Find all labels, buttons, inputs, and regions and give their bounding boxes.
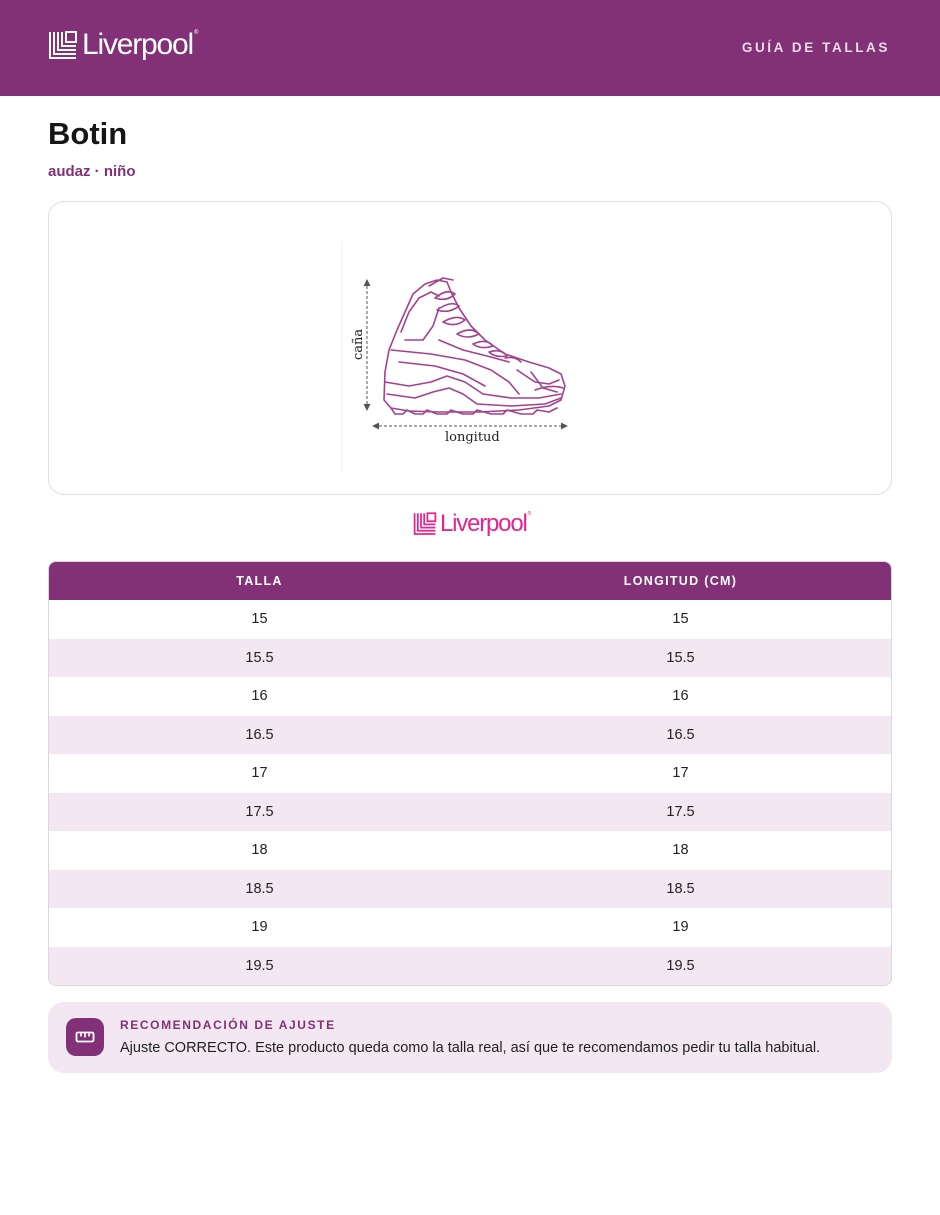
table-row: [49, 870, 891, 909]
boot-outline: [384, 278, 565, 414]
table-row: [49, 716, 891, 755]
size-cell: 18: [251, 842, 268, 859]
length-cell: 16: [672, 688, 689, 705]
length-cell: 19.5: [666, 957, 695, 974]
size-cell: 15.5: [245, 649, 274, 666]
table-row: [49, 793, 891, 832]
length-label: longitud: [445, 430, 500, 445]
length-cell: 17: [672, 765, 689, 782]
page-title: Botin: [48, 116, 128, 151]
brand-logo: [413, 512, 530, 536]
header-bar: [0, 0, 940, 96]
table-row: [49, 677, 891, 716]
column-header-length: LONGITUD (CM): [623, 574, 738, 588]
brand-logo-icon: [413, 512, 437, 536]
length-cell: 18: [672, 842, 689, 859]
recommendation-text: Ajuste CORRECTO. Este producto queda como la talla real, así que te recomendamos pedir tu talla habitual.: [120, 1040, 821, 1056]
fit-recommendation-card: [48, 1002, 892, 1073]
table-row: [49, 754, 891, 793]
column-header-size: TALLA: [236, 574, 283, 588]
size-cell: 17: [251, 765, 268, 782]
table-row: [49, 908, 891, 947]
boot-diagram-card: [48, 201, 892, 495]
height-label: caña: [351, 328, 366, 360]
size-guide-link[interactable]: GUÍA DE TALLAS: [741, 40, 890, 55]
table-row: [49, 639, 891, 678]
table-header: [49, 562, 891, 600]
table-row: [49, 600, 891, 639]
size-cell: 17.5: [245, 803, 274, 820]
length-cell: 19: [672, 919, 689, 936]
table-row: [49, 831, 891, 870]
liverpool-logo[interactable]: [48, 30, 197, 60]
brand-logo-wordmark: Liverpool®: [440, 510, 531, 537]
recommendation-title: RECOMENDACIÓN DE AJUSTE: [120, 1018, 336, 1032]
product-subtitle: audaz · niño: [48, 163, 136, 180]
length-cell: 15: [672, 611, 689, 628]
length-cell: 16.5: [666, 726, 695, 743]
length-cell: 17.5: [666, 803, 695, 820]
ruler-icon: [66, 1018, 104, 1056]
size-cell: 19: [251, 919, 268, 936]
length-cell: 18.5: [666, 880, 695, 897]
liverpool-logo-icon: [48, 31, 78, 60]
size-cell: 15: [251, 611, 268, 628]
length-cell: 15.5: [666, 649, 695, 666]
size-cell: 16: [251, 688, 268, 705]
size-table: [48, 561, 892, 986]
boot-measure-diagram: [339, 222, 599, 472]
logo-wordmark: Liverpool®: [82, 28, 198, 61]
table-row: [49, 947, 891, 986]
length-arrow: [372, 423, 568, 430]
size-cell: 18.5: [245, 880, 274, 897]
table-body: [49, 600, 891, 985]
size-cell: 16.5: [245, 726, 274, 743]
size-cell: 19.5: [245, 957, 274, 974]
